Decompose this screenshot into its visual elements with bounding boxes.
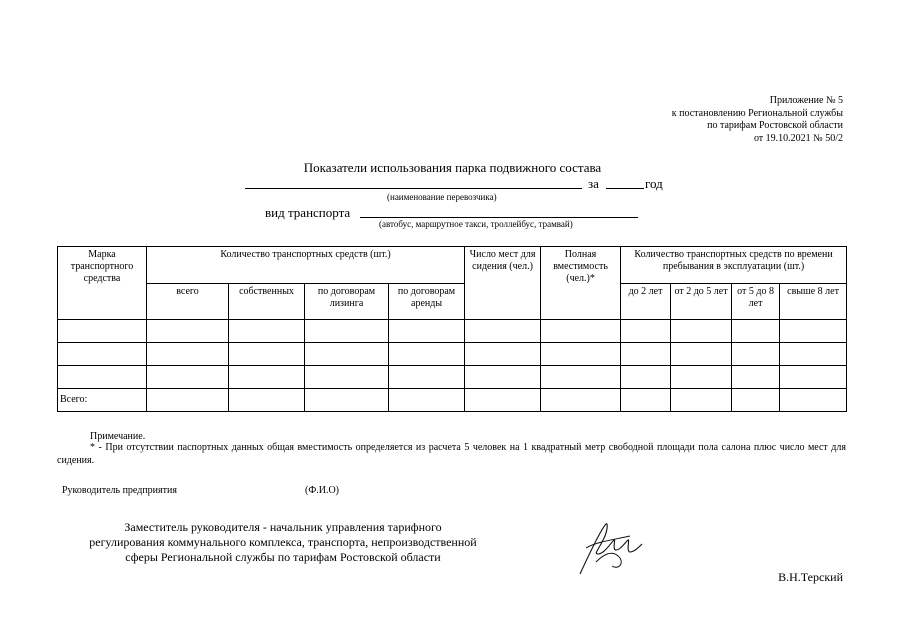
table-row bbox=[58, 343, 847, 366]
appendix-line-2: к постановлению Региональной службы bbox=[671, 107, 843, 119]
header-capacity: Полная вместимость (чел.)* bbox=[541, 247, 621, 320]
subheader-age-1: до 2 лет bbox=[621, 284, 671, 320]
subheader-age-3: от 5 до 8 лет bbox=[732, 284, 780, 320]
subheader-leasing: по договорам лизинга bbox=[305, 284, 389, 320]
appendix-line-1: Приложение № 5 bbox=[769, 95, 843, 106]
handwritten-signature bbox=[572, 518, 647, 583]
signer-name: В.Н.Терский bbox=[778, 570, 843, 584]
year-underline bbox=[606, 176, 644, 189]
appendix-block bbox=[672, 95, 843, 145]
head-label: Руководитель предприятия bbox=[62, 485, 177, 496]
header-brand: Марка транспортного средства bbox=[58, 247, 147, 320]
deputy-title: Заместитель руководителя - начальник управления тарифного регулирования коммунального комплекса, транспорта, непроизводственной сферы Региональной службы по тарифам Ростовской области bbox=[89, 520, 477, 564]
transport-hint: (автобус, маршрутное такси, троллейбус, трамвай) bbox=[379, 219, 573, 229]
fio-label: (Ф.И.О) bbox=[305, 485, 340, 496]
appendix-line-3: по тарифам Ростовской области bbox=[707, 120, 843, 131]
table-row bbox=[58, 320, 847, 343]
header-seats: Число мест для сидения (чел.) bbox=[465, 247, 541, 320]
table-row bbox=[58, 366, 847, 389]
carrier-hint: (наименование перевозчика) bbox=[387, 192, 497, 202]
total-row bbox=[58, 389, 847, 412]
note-text: * - При отсутствии паспортных данных общая вместимость определяется из расчета 5 человек на 1 квадратный метр свободной площади пола салона плюс число мест для сидения. bbox=[57, 442, 846, 466]
header-age: Количество транспортных средств по времени пребывания в эксплуатации (шт.) bbox=[621, 247, 847, 284]
transport-underline bbox=[360, 205, 638, 218]
subheader-rent: по договорам аренды bbox=[389, 284, 465, 320]
fleet-table bbox=[57, 246, 847, 412]
carrier-underline bbox=[245, 176, 582, 189]
subheader-total: всего bbox=[147, 284, 229, 320]
appendix-line-4: от 19.10.2021 № 50/2 bbox=[753, 132, 843, 144]
subheader-age-4: свыше 8 лет bbox=[780, 284, 847, 320]
note-title: Примечание. bbox=[90, 431, 146, 442]
period-prefix: за bbox=[588, 176, 599, 191]
period-suffix: год bbox=[645, 176, 663, 191]
subheader-age-2: от 2 до 5 лет bbox=[671, 284, 732, 320]
total-label: Всего: bbox=[58, 389, 147, 412]
transport-label: вид транспорта bbox=[265, 205, 351, 220]
subheader-own: собственных bbox=[229, 284, 305, 320]
document-title: Показатели использования парка подвижного состава bbox=[303, 160, 602, 175]
header-count: Количество транспортных средств (шт.) bbox=[147, 247, 465, 284]
